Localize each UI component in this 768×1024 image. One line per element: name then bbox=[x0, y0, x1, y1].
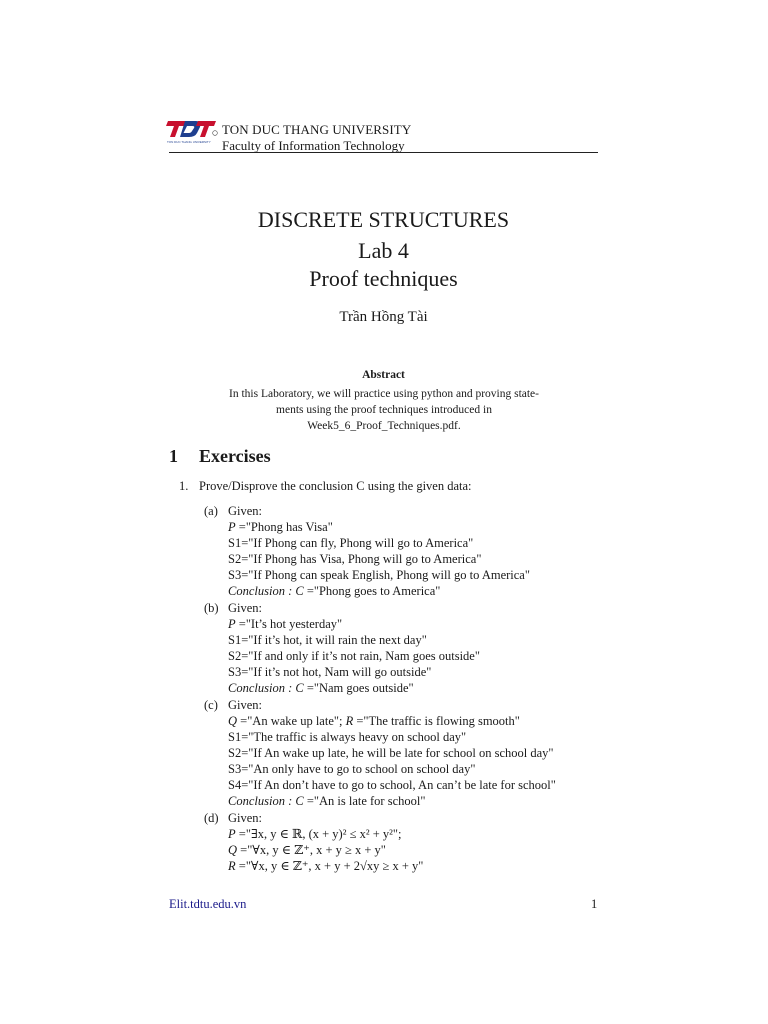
author-name: Trần Hồng Tài bbox=[339, 309, 428, 325]
given-label: Given: bbox=[228, 504, 263, 518]
exercise-number: 1. bbox=[179, 479, 189, 493]
sub-item-label: (d) bbox=[204, 811, 219, 825]
premise-line: P ="Phong has Visa" bbox=[228, 520, 333, 534]
premise-line: S1="If Phong can fly, Phong will go to America" bbox=[228, 536, 474, 550]
premise-line: S1="If it’s hot, it will rain the next day" bbox=[228, 633, 427, 647]
premise-line: P ="It’s hot yesterday" bbox=[228, 617, 343, 631]
sub-item-label: (b) bbox=[204, 601, 219, 615]
course-title: DISCRETE STRUCTURES bbox=[257, 207, 510, 232]
premise-line: Q ="An wake up late"; R ="The traffic is flowing smooth" bbox=[228, 714, 520, 728]
exercise-item bbox=[179, 478, 472, 494]
section-heading bbox=[169, 444, 271, 468]
given-label: Given: bbox=[228, 601, 263, 615]
premise-line: S1="The traffic is always heavy on school day" bbox=[228, 730, 467, 744]
sub-item-label: (a) bbox=[204, 504, 218, 518]
university-name: TON DUC THANG UNIVERSITY bbox=[222, 122, 412, 137]
abstract-line: In this Laboratory, we will practice using python and proving state- bbox=[229, 388, 539, 400]
exercise-text: Prove/Disprove the conclusion C using the given data: bbox=[199, 479, 472, 493]
premise-line: P ="∃x, y ∈ ℝ, (x + y)² ≤ x² + y²"; bbox=[228, 827, 402, 841]
abstract-text bbox=[198, 386, 570, 434]
university-logo bbox=[166, 115, 218, 147]
conclusion-line: Conclusion : C ="An is late for school" bbox=[228, 794, 426, 808]
sub-item-label: (c) bbox=[204, 698, 218, 712]
header-divider bbox=[169, 152, 598, 153]
page-number: 1 bbox=[591, 897, 598, 911]
premise-line: S4="If An don’t have to go to school, An can’t be late for school" bbox=[228, 778, 556, 792]
lab-number: Lab 4 bbox=[358, 238, 409, 263]
abstract-line: ments using the proof techniques introduced in Week5_6_Proof_Techniques.pdf. bbox=[276, 404, 492, 432]
premise-line: S3="An only have to go to school on school day" bbox=[228, 762, 476, 776]
faculty-name: Faculty of Information Technology bbox=[222, 138, 405, 153]
lab-topic: Proof techniques bbox=[309, 266, 458, 291]
conclusion-line: Conclusion : C ="Nam goes outside" bbox=[228, 681, 414, 695]
premise-line: R ="∀x, y ∈ ℤ⁺, x + y + 2√xy ≥ x + y" bbox=[228, 859, 424, 873]
logo-caption: TON DUC THANG UNIVERSITY bbox=[167, 140, 211, 144]
premise-line: S2="If An wake up late, he will be late for school on school day" bbox=[228, 746, 554, 760]
conclusion-line: Conclusion : C ="Phong goes to America" bbox=[228, 584, 441, 598]
abstract-heading: Abstract bbox=[362, 369, 405, 381]
given-label: Given: bbox=[228, 698, 263, 712]
premise-line: S3="If Phong can speak English, Phong will go to America" bbox=[228, 568, 530, 582]
premise-line: S2="If Phong has Visa, Phong will go to America" bbox=[228, 552, 482, 566]
given-label: Given: bbox=[228, 811, 263, 825]
section-title: Exercises bbox=[199, 446, 271, 466]
premise-line: S2="If and only if it’s not rain, Nam goes outside" bbox=[228, 649, 480, 663]
footer-link[interactable]: Elit.tdtu.edu.vn bbox=[169, 897, 247, 911]
section-number: 1 bbox=[169, 446, 178, 466]
premise-line: S3="If it’s not hot, Nam will go outside" bbox=[228, 665, 432, 679]
premise-line: Q ="∀x, y ∈ ℤ⁺, x + y ≥ x + y" bbox=[228, 843, 386, 857]
